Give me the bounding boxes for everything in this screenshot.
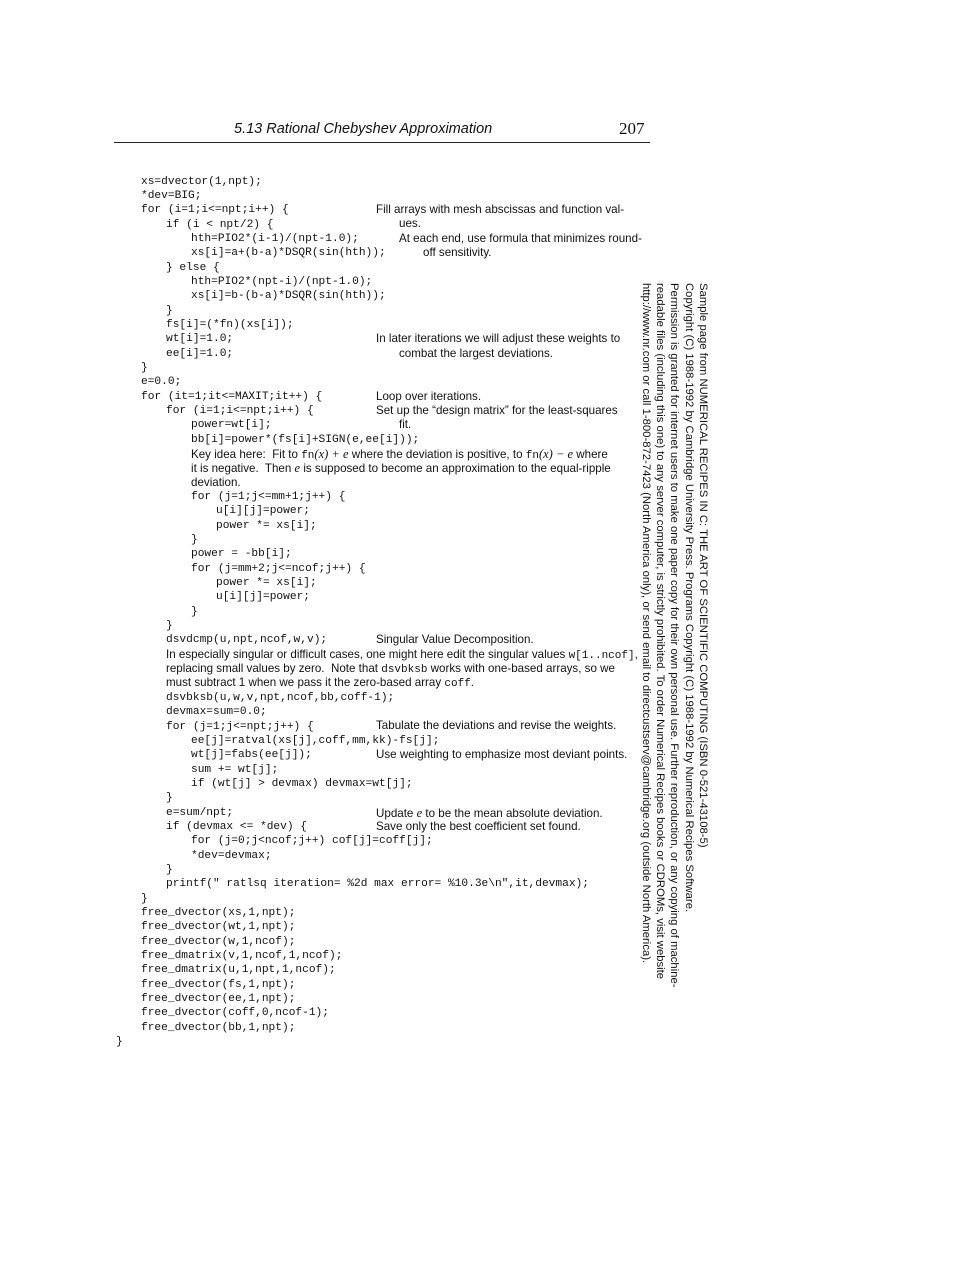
code-line: fs[i]=(*fn)(xs[i]); (166, 319, 294, 331)
code-line: ee[j]=ratval(xs[j],coff,mm,kk)-fs[j]; (191, 735, 440, 747)
comment-text: Fill arrays with mesh abscissas and function val- (376, 203, 625, 216)
code-line: e=0.0; (141, 376, 182, 388)
code-line: hth=PIO2*(i-1)/(npt-1.0); (191, 233, 359, 245)
code-line: for (j=1;j<=mm+1;j++) { (191, 491, 346, 503)
key-idea-line: Key idea here: Fit to fn(x) + e where the deviation is positive, to fn(x) − e where (191, 447, 608, 462)
code-line: free_dvector(bb,1,npt); (141, 1022, 296, 1034)
code-line: } else { (166, 262, 220, 274)
code-line: for (i=1;i<=npt;i++) { (166, 405, 314, 417)
code-line: free_dmatrix(u,1,npt,1,ncof); (141, 964, 336, 976)
code-line: wt[i]=1.0; (166, 333, 234, 345)
comment-text: Update e to be the mean absolute deviation. (376, 806, 603, 820)
code-line: if (wt[j] > devmax) devmax=wt[j]; (191, 778, 413, 790)
comment-text: ues. (399, 217, 421, 230)
note-line: replacing small values by zero. Note that dsvbksb works with one-based arrays, so we (166, 662, 615, 676)
code-line: dsvdcmp(u,npt,ncof,w,v); (166, 634, 328, 646)
code-line: for (it=1;it<=MAXIT;it++) { (141, 391, 323, 403)
comment-text: In later iterations we will adjust these weights to (376, 332, 621, 345)
code-line: free_dvector(fs,1,npt); (141, 979, 296, 991)
code-line: } (191, 606, 198, 618)
code-line: u[i][j]=power; (216, 505, 310, 517)
code-line: xs[i]=a+(b-a)*DSQR(sin(hth)); (191, 247, 386, 259)
running-header-title: 5.13 Rational Chebyshev Approximation (234, 121, 493, 137)
code-line: free_dvector(coff,0,ncof-1); (141, 1007, 329, 1019)
comment-text: combat the largest deviations. (399, 347, 554, 360)
comment-text: Singular Value Decomposition. (376, 633, 534, 646)
code-line: } (166, 620, 173, 632)
code-line: } (166, 305, 173, 317)
note-line: must subtract 1 when we pass it the zero-based array coff. (166, 676, 475, 690)
comment-text: Use weighting to emphasize most deviant points. (376, 748, 628, 761)
code-line: power = -bb[i]; (191, 548, 292, 560)
code-line: u[i][j]=power; (216, 591, 310, 603)
code-line: bb[i]=power*(fs[i]+SIGN(e,ee[i])); (191, 434, 420, 446)
page-number: 207 (619, 119, 645, 138)
code-line: xs=dvector(1,npt); (141, 176, 262, 188)
code-line: if (devmax <= *dev) { (166, 821, 307, 833)
code-line: free_dmatrix(v,1,ncof,1,ncof); (141, 950, 343, 962)
code-line: free_dvector(ee,1,npt); (141, 993, 296, 1005)
code-line: free_dvector(w,1,ncof); (141, 936, 296, 948)
code-line: } (166, 864, 173, 876)
code-line: wt[j]=fabs(ee[j]); (191, 749, 312, 761)
code-line: for (j=mm+2;j<=ncof;j++) { (191, 563, 366, 575)
comment-text: fit. (399, 418, 412, 431)
comment-text: Loop over iterations. (376, 390, 482, 403)
code-line: hth=PIO2*(npt-i)/(npt-1.0); (191, 276, 373, 288)
code-line: power *= xs[i]; (216, 520, 317, 532)
code-line: e=sum/npt; (166, 807, 234, 819)
code-line: devmax=sum=0.0; (166, 706, 267, 718)
code-line: dsvbksb(u,w,v,npt,ncof,bb,coff-1); (166, 692, 395, 704)
code-line: } (116, 1036, 123, 1048)
sidebar-line: http://www.nr.com or call 1-800-872-7423 (North America only), or send email to directcustserv@cambridge.org (outside North America). (639, 283, 652, 964)
code-line: } (141, 893, 148, 905)
note-line: In especially singular or difficult cases, one might here edit the singular values w[1..ncof], (166, 648, 638, 662)
sidebar-line: readable files (including this one) to any server computer, is strictly prohibited. To order Numerical Recipes books or CDROMs, visit website (654, 283, 667, 980)
code-line: sum += wt[j]; (191, 764, 279, 776)
header-rule (114, 142, 650, 143)
code-line: for (j=1;j<=npt;j++) { (166, 721, 314, 733)
code-line: for (j=0;j<ncof;j++) cof[j]=coff[j]; (191, 835, 433, 847)
sidebar-line: Copyright (C) 1988-1992 by Cambridge University Press. Programs Copyright (C) 1988-1992 by Numerical Recipes Software. (682, 283, 695, 913)
key-idea-line: deviation. (191, 476, 241, 489)
code-line: xs[i]=b-(b-a)*DSQR(sin(hth)); (191, 290, 386, 302)
code-line: *dev=BIG; (141, 190, 202, 202)
sidebar-line: Sample page from NUMERICAL RECIPES IN C: THE ART OF SCIENTIFIC COMPUTING (ISBN 0-521-43108-5) (697, 283, 709, 848)
comment-text: At each end, use formula that minimizes round- (399, 232, 642, 245)
code-line: ee[i]=1.0; (166, 348, 234, 360)
code-line: printf(" ratlsq iteration= %2d max error= %10.3e\n",it,devmax); (166, 878, 589, 890)
key-idea-line: it is negative. Then e is supposed to become an approximation to the equal-ripple (191, 461, 611, 475)
code-line: power *= xs[i]; (216, 577, 317, 589)
code-line: if (i < npt/2) { (166, 219, 274, 231)
comment-text: off sensitivity. (423, 246, 492, 259)
code-line: free_dvector(xs,1,npt); (141, 907, 296, 919)
code-line: power=wt[i]; (191, 419, 272, 431)
comment-text: Tabulate the deviations and revise the weights. (376, 719, 617, 732)
sidebar-line: Permission is granted for internet users to make one paper copy for their own personal use. Further reproduction, or any copying of machine- (668, 283, 681, 988)
code-line: *dev=devmax; (191, 850, 272, 862)
code-line: } (191, 534, 198, 546)
comment-text: Set up the “design matrix” for the least-squares (376, 404, 618, 417)
comment-text: Save only the best coefficient set found. (376, 820, 581, 833)
code-line: } (141, 362, 148, 374)
code-line: for (i=1;i<=npt;i++) { (141, 204, 289, 216)
code-line: free_dvector(wt,1,npt); (141, 921, 296, 933)
code-line: } (166, 792, 173, 804)
